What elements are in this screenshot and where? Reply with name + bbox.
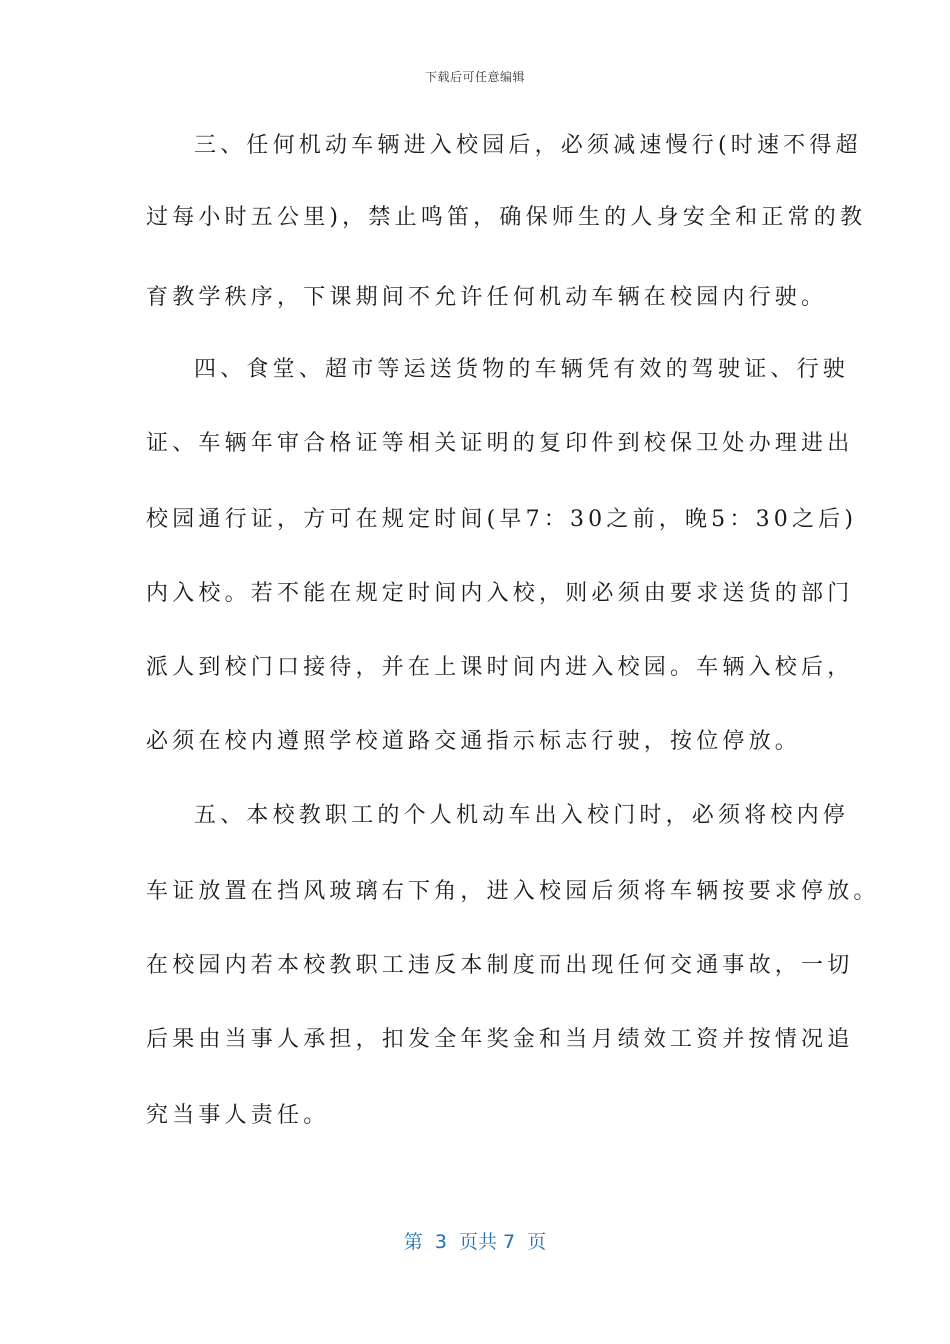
paragraph-line: 证、车辆年审合格证等相关证明的复印件到校保卫处办理进出: [146, 431, 854, 456]
paragraph-line: 后果由当事人承担，扣发全年奖金和当月绩效工资并按情况追: [146, 1027, 854, 1052]
paragraph-line: 校园通行证，方可在规定时间(早7：30之前，晚5：30之后): [146, 507, 858, 532]
paragraph-line: 四、食堂、超市等运送货物的车辆凭有效的驾驶证、行驶: [194, 357, 850, 382]
paragraph-line: 必须在校内遵照学校道路交通指示标志行驶，按位停放。: [146, 729, 802, 754]
paragraph-line: 车证放置在挡风玻璃右下角，进入校园后须将车辆按要求停放。: [146, 879, 880, 904]
paragraph-line: 育教学秩序，下课期间不允许任何机动车辆在校园内行驶。: [146, 285, 828, 310]
paragraph-line: 过每小时五公里)，禁止鸣笛，确保师生的人身安全和正常的教: [146, 205, 867, 230]
paragraph-line: 内入校。若不能在规定时间内入校，则必须由要求送货的部门: [146, 581, 854, 606]
page-header: 下载后可任意编辑: [424, 70, 525, 84]
paragraph-line: 三、任何机动车辆进入校园后，必须减速慢行(时速不得超: [194, 133, 862, 158]
page-number-footer: 第 3 页共 7 页: [403, 1231, 547, 1253]
paragraph-line: 究当事人责任。: [146, 1103, 330, 1128]
paragraph-line: 派人到校门口接待，并在上课时间内进入校园。车辆入校后，: [146, 655, 854, 680]
paragraph-line: 五、本校教职工的个人机动车出入校门时，必须将校内停: [194, 803, 850, 828]
paragraph-line: 在校园内若本校教职工违反本制度而出现任何交通事故，一切: [146, 953, 854, 978]
